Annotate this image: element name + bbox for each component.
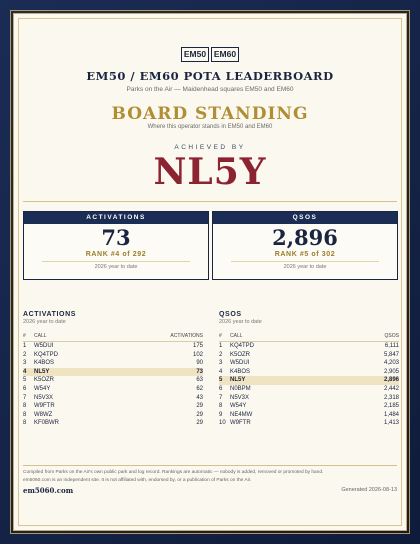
row-rank: 10 <box>219 420 226 427</box>
col-call-header: CALL <box>230 333 243 339</box>
row-call: KQ4TPD <box>34 351 59 358</box>
table-row <box>23 376 203 385</box>
footnote <box>23 469 397 484</box>
activations-stat-rank: RANK #4 of 292 <box>85 251 147 258</box>
row-value: 2,318 <box>383 394 399 401</box>
row-rank: 8 <box>219 403 223 410</box>
standing-subtitle: Where this operator stands in EM50 and EM60 <box>147 124 273 130</box>
row-rank: 1 <box>23 343 27 349</box>
row-rank: 8 <box>23 420 27 427</box>
row-value: 29 <box>196 411 203 418</box>
row-call: K4BOS <box>34 360 55 367</box>
activations-table-body <box>23 342 203 428</box>
table-row <box>219 351 399 360</box>
operator-callsign: NL5Y <box>153 151 267 193</box>
table-header <box>219 333 399 342</box>
table-row <box>219 419 399 428</box>
activations-stat-box <box>23 211 209 280</box>
row-value: 5,847 <box>383 351 399 358</box>
row-value: 4,203 <box>383 360 399 367</box>
qsos-stat-value: 2,896 <box>272 225 338 250</box>
row-rank: 5 <box>23 377 27 384</box>
row-rank: 5 <box>219 377 223 384</box>
col-value-header: ACTIVATIONS <box>170 333 203 339</box>
row-rank: 7 <box>219 394 223 401</box>
row-rank: 7 <box>23 394 27 401</box>
row-rank: 4 <box>219 368 223 375</box>
table-row <box>219 342 399 351</box>
row-call: W5DUI <box>230 360 250 367</box>
table-row <box>219 359 399 368</box>
row-call: N5V3X <box>34 394 54 401</box>
row-call: NL5Y <box>230 377 246 384</box>
row-call: W5DUI <box>34 343 54 349</box>
page-subtitle: Parks on the Air — Maidenhead squares EM50 and EM60 <box>126 86 294 93</box>
footnote-line: Compiled from Parks on the Air's own public park and log record. Rankings are automatic — nobody is added, removed or promoted by hand. <box>23 470 324 475</box>
table-row <box>219 376 399 385</box>
row-call: NL5Y <box>34 368 50 375</box>
row-value: 175 <box>192 343 203 349</box>
row-value: 6,111 <box>384 343 399 349</box>
row-value: 29 <box>196 420 203 427</box>
col-rank-header: # <box>23 333 26 339</box>
row-rank: 6 <box>23 385 27 392</box>
table-row <box>219 402 399 411</box>
row-call: KF0BWR <box>34 420 60 427</box>
row-value: 43 <box>196 394 203 401</box>
activations-table-title: ACTIVATIONS <box>23 311 77 318</box>
table-row <box>23 411 203 420</box>
row-value: 102 <box>192 351 203 358</box>
row-call: W54Y <box>34 385 51 392</box>
standing-title: BOARD STANDING <box>111 104 309 124</box>
table-row <box>23 385 203 394</box>
row-value: 73 <box>196 368 203 375</box>
row-rank: 8 <box>23 411 27 418</box>
divider <box>23 201 397 202</box>
row-value: 62 <box>196 385 203 392</box>
qsos-table-body <box>219 342 399 428</box>
col-rank-header: # <box>219 333 222 339</box>
row-rank: 4 <box>23 368 27 375</box>
qsos-stat-header: QSOS <box>213 212 397 224</box>
generated-date: Generated 2026-08-13 <box>341 487 397 493</box>
row-call: K5OZR <box>34 377 55 384</box>
table-row <box>219 411 399 420</box>
table-row <box>23 419 203 428</box>
row-rank: 1 <box>219 343 223 349</box>
site-link[interactable]: em5060.com <box>23 486 74 495</box>
row-call: K5OZR <box>230 351 251 358</box>
activations-stat-header: ACTIVATIONS <box>24 212 208 224</box>
row-value: 2,185 <box>383 403 399 410</box>
qsos-table <box>219 311 399 428</box>
row-rank: 3 <box>219 360 223 367</box>
divider <box>23 465 397 466</box>
divider <box>42 261 190 262</box>
col-call-header: CALL <box>34 333 47 339</box>
row-value: 1,484 <box>383 411 399 418</box>
table-row <box>219 368 399 377</box>
qsos-table-title: QSOS <box>219 311 242 318</box>
table-row <box>219 394 399 403</box>
row-call: NE4MW <box>230 411 253 418</box>
row-rank: 3 <box>23 360 27 367</box>
row-value: 1,413 <box>383 420 399 427</box>
row-value: 2,896 <box>383 377 399 384</box>
divider <box>231 261 379 262</box>
activations-table <box>23 311 203 428</box>
site-logo <box>181 47 239 62</box>
table-header <box>23 333 203 342</box>
table-row <box>23 394 203 403</box>
row-call: W9FTR <box>230 420 251 427</box>
page-title: EM50 / EM60 POTA LEADERBOARD <box>86 69 334 83</box>
row-call: W9FTR <box>34 403 55 410</box>
table-row <box>219 385 399 394</box>
table-row <box>23 368 203 377</box>
table-row <box>23 351 203 360</box>
col-value-header: QSOS <box>384 333 399 339</box>
qsos-stat-box <box>212 211 398 280</box>
row-call: W8WZ <box>34 411 53 418</box>
row-value: 90 <box>196 360 203 367</box>
row-value: 2,905 <box>383 368 399 375</box>
row-value: 2,442 <box>383 385 399 392</box>
activations-table-subtitle: 2026 year to date <box>23 319 66 325</box>
row-rank: 6 <box>219 385 223 392</box>
logo-em60: EM60 <box>211 47 239 62</box>
row-value: 29 <box>196 403 203 410</box>
logo-em50: EM50 <box>181 47 209 62</box>
footnote-line: em5060.com is an independent site. It is not affiliated with, endorsed by, or a publication of Parks on the Air. <box>23 477 252 483</box>
row-rank: 2 <box>219 351 223 358</box>
row-value: 63 <box>196 377 203 384</box>
table-row <box>23 359 203 368</box>
achieved-by-label: ACHIEVED BY <box>174 144 246 151</box>
row-rank: 9 <box>219 411 223 418</box>
row-rank: 2 <box>23 351 27 358</box>
row-call: N5V3X <box>230 394 250 401</box>
qsos-stat-period: 2026 year to date <box>283 264 327 270</box>
row-call: N0BPM <box>230 385 251 392</box>
table-row <box>23 342 203 351</box>
row-call: KQ4TPD <box>230 343 255 349</box>
row-call: K4BOS <box>230 368 251 375</box>
qsos-stat-rank: RANK #5 of 302 <box>274 251 336 258</box>
activations-stat-value: 73 <box>101 225 131 250</box>
row-call: W54Y <box>230 403 247 410</box>
table-row <box>23 402 203 411</box>
qsos-table-subtitle: 2026 year to date <box>219 319 262 325</box>
activations-stat-period: 2026 year to date <box>94 264 138 270</box>
row-rank: 8 <box>23 403 27 410</box>
